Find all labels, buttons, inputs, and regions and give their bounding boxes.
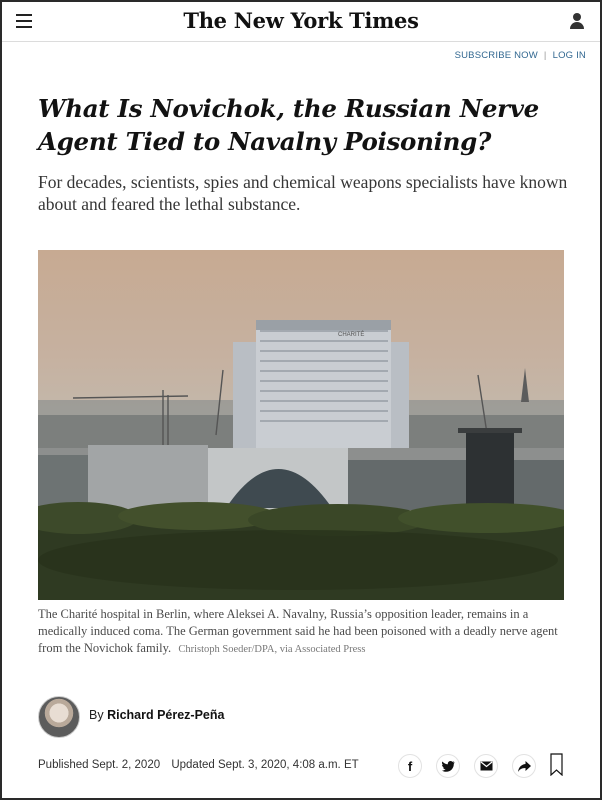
share-arrow-icon[interactable]	[512, 754, 536, 778]
facebook-glyph: f	[407, 758, 413, 774]
city-skyline-illustration	[38, 250, 564, 600]
bookmark-glyph	[550, 753, 563, 776]
bookmark-icon[interactable]	[550, 753, 563, 776]
email-icon[interactable]	[474, 754, 498, 778]
author-link[interactable]: Richard Pérez-Peña	[107, 708, 225, 722]
article-dates	[38, 759, 367, 771]
user-account-icon[interactable]	[570, 13, 584, 29]
byline	[89, 708, 224, 722]
article-headline: What Is Novichok, the Russian Nerve Agent Tied to Navalny Poisoning?	[38, 94, 539, 156]
login-link[interactable]: LOG IN	[552, 50, 586, 61]
author-avatar[interactable]	[38, 696, 80, 738]
building-sign: CHARITÉ	[338, 332, 365, 338]
subscribe-link[interactable]: SUBSCRIBE NOW	[454, 50, 538, 61]
twitter-bird-glyph	[442, 761, 455, 772]
article-summary: For decades, scientists, spies and chemical weapons specialists have known about and feared the lethal substance.	[38, 172, 568, 214]
photo-credit: Christoph Soeder/DPA, via Associated Press	[178, 644, 366, 655]
auth-divider: |	[543, 50, 547, 61]
share-arrow-glyph	[518, 761, 531, 772]
published-date: Published Sept. 2, 2020	[38, 759, 161, 771]
envelope-glyph	[480, 761, 493, 771]
twitter-icon[interactable]	[436, 754, 460, 778]
caption-text: The Charité hospital in Berlin, where Aleksei A. Navalny, Russia’s opposition leader, remains in a medically induced coma. The German government said he had been poisoned with a deadly nerve agent from the Novichok family.	[38, 607, 558, 655]
updated-date: Updated Sept. 3, 2020, 4:08 a.m. ET	[171, 759, 359, 771]
lead-photo	[38, 250, 564, 600]
byline-prefix: By	[89, 708, 108, 722]
auth-links	[455, 50, 586, 61]
top-bar	[2, 2, 600, 42]
nyt-logo[interactable]: The New York Times	[183, 8, 419, 33]
facebook-icon[interactable]	[398, 754, 422, 778]
photo-caption	[38, 606, 568, 658]
